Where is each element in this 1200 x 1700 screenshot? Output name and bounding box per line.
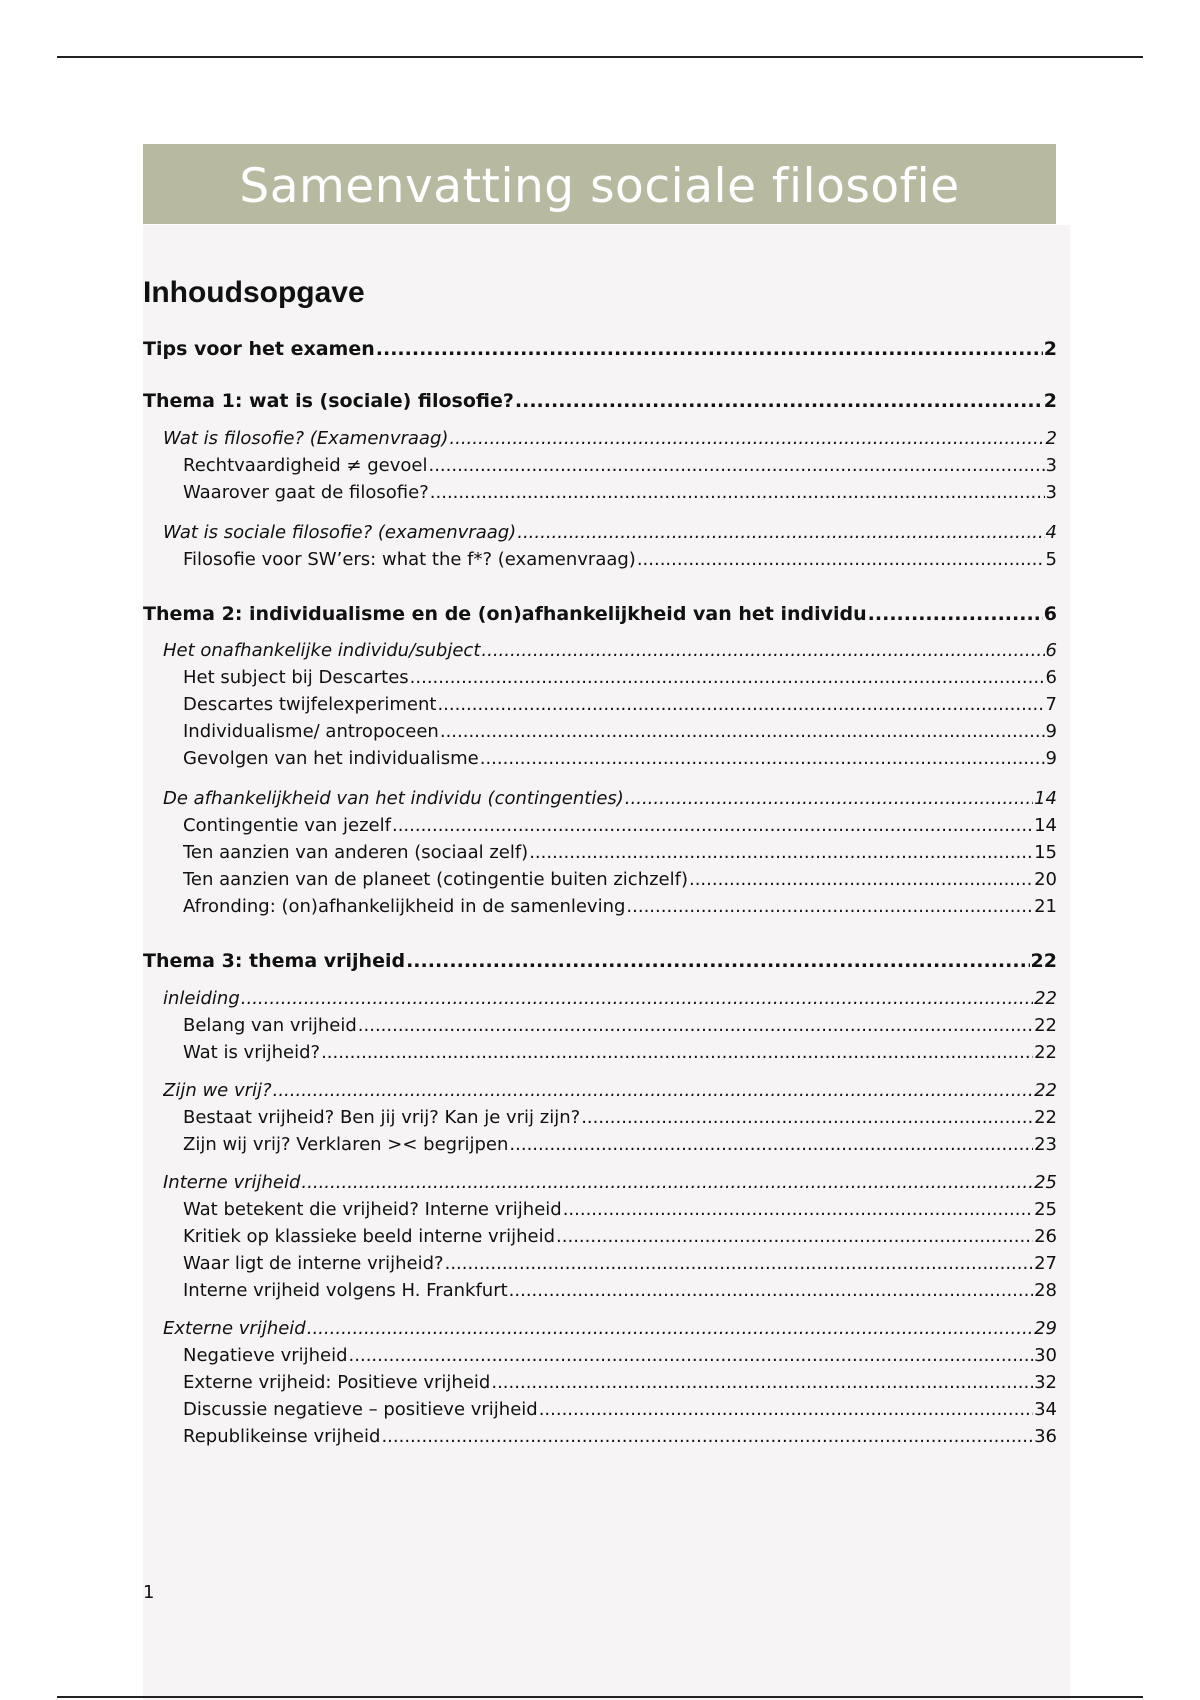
toc-leader-dots	[445, 1253, 1033, 1274]
toc-entry[interactable]	[183, 748, 1057, 769]
toc-leader-dots	[480, 748, 1045, 769]
page-number: 1	[143, 1582, 155, 1603]
toc-leader-dots	[358, 1015, 1033, 1036]
toc-entry[interactable]	[183, 1015, 1057, 1036]
toc-entry[interactable]	[183, 694, 1057, 715]
toc-entry[interactable]	[183, 549, 1057, 570]
toc-leader-dots	[539, 1399, 1033, 1420]
toc-entry-page: 30	[1034, 1345, 1057, 1366]
toc-entry[interactable]	[183, 1199, 1057, 1220]
toc-entry-page: 21	[1034, 896, 1057, 917]
toc-entry-page: 28	[1034, 1280, 1057, 1301]
toc-entry-page: 25	[1034, 1199, 1057, 1220]
toc-entry[interactable]	[163, 428, 1057, 449]
toc-entry-label: Filosofie voor SW’ers: what the f*? (examenvraag)	[183, 549, 636, 570]
toc-entry-page: 15	[1034, 842, 1057, 863]
toc-entry-label: Thema 2: individualisme en de (on)afhankelijkheid van het individu	[143, 603, 867, 625]
toc-entry[interactable]	[143, 603, 1057, 625]
toc-leader-dots	[491, 1372, 1033, 1393]
toc-entry-page: 5	[1045, 549, 1057, 570]
toc-entry[interactable]	[183, 1426, 1057, 1447]
toc-entry-label: Waar ligt de interne vrijheid?	[183, 1253, 444, 1274]
toc-leader-dots	[381, 1426, 1033, 1447]
toc-entry-label: Belang van vrijheid	[183, 1015, 357, 1036]
toc-entry-label: Zijn we vrij?	[163, 1080, 272, 1101]
toc-entry-label: Contingentie van jezelf	[183, 815, 391, 836]
toc-entry[interactable]	[163, 522, 1057, 543]
toc-entry[interactable]	[163, 1080, 1057, 1101]
toc-entry[interactable]	[183, 667, 1057, 688]
toc-entry[interactable]	[183, 721, 1057, 742]
toc-entry-label: Interne vrijheid volgens H. Frankfurt	[183, 1280, 508, 1301]
toc-entry-label: Tips voor het examen	[143, 338, 375, 360]
toc-entry-label: Externe vrijheid	[163, 1318, 306, 1339]
toc-entry[interactable]	[183, 1134, 1057, 1155]
toc-leader-dots	[637, 549, 1045, 570]
toc-entry-label: Wat is filosofie? (Examenvraag)	[163, 428, 449, 449]
toc-leader-dots	[301, 1172, 1033, 1193]
toc-entry-page: 7	[1045, 694, 1057, 715]
toc-entry-page: 6	[1043, 603, 1057, 625]
toc-leader-dots	[515, 390, 1043, 412]
toc-entry[interactable]	[143, 338, 1057, 360]
toc-entry-page: 29	[1034, 1318, 1057, 1339]
toc-entry-page: 26	[1034, 1226, 1057, 1247]
toc-entry[interactable]	[183, 869, 1057, 890]
toc-entry[interactable]	[163, 1318, 1057, 1339]
toc-leader-dots	[626, 896, 1033, 917]
toc-entry-page: 2	[1045, 428, 1057, 449]
toc-entry-label: Zijn wij vrij? Verklaren >< begrijpen	[183, 1134, 509, 1155]
toc-entry-label: Negatieve vrijheid	[183, 1345, 348, 1366]
toc-entry-label: Interne vrijheid	[163, 1172, 301, 1193]
toc-entry-label: Het subject bij Descartes	[183, 667, 409, 688]
toc-leader-dots	[321, 1042, 1033, 1063]
toc-leader-dots	[581, 1107, 1033, 1128]
toc-entry-label: Thema 1: wat is (sociale) filosofie?	[143, 390, 514, 412]
toc-leader-dots	[449, 428, 1044, 449]
toc-entry-label: Waarover gaat de filosofie?	[183, 482, 429, 503]
toc-entry-label: Individualisme/ antropoceen	[183, 721, 439, 742]
toc-entry-page: 22	[1030, 950, 1057, 972]
toc-entry-page: 6	[1045, 667, 1057, 688]
toc-entry-page: 14	[1034, 788, 1057, 809]
toc-leader-dots	[273, 1080, 1034, 1101]
toc-entry[interactable]	[183, 1372, 1057, 1393]
toc-entry-page: 27	[1034, 1253, 1057, 1274]
toc-leader-dots	[517, 522, 1044, 543]
toc-entry[interactable]	[183, 1280, 1057, 1301]
toc-entry-page: 32	[1034, 1372, 1057, 1393]
toc-entry-page: 36	[1034, 1426, 1057, 1447]
toc-entry-label: Bestaat vrijheid? Ben jij vrij? Kan je vrij zijn?	[183, 1107, 581, 1128]
toc-entry[interactable]	[183, 896, 1057, 917]
toc-leader-dots	[430, 482, 1045, 503]
toc-entry-label: Wat is vrijheid?	[183, 1042, 321, 1063]
toc-entry[interactable]	[183, 815, 1057, 836]
toc-entry-page: 6	[1045, 640, 1057, 661]
toc-entry[interactable]	[183, 1107, 1057, 1128]
toc-entry-page: 22	[1034, 1042, 1057, 1063]
toc-entry-page: 22	[1034, 1080, 1057, 1101]
toc-leader-dots	[509, 1134, 1033, 1155]
toc-entry-page: 22	[1034, 1015, 1057, 1036]
toc-entry-page: 9	[1045, 748, 1057, 769]
toc-leader-dots	[349, 1345, 1034, 1366]
toc-entry-page: 3	[1045, 482, 1057, 503]
toc-leader-dots	[376, 338, 1043, 360]
toc-leader-dots	[481, 640, 1044, 661]
toc-entry[interactable]	[183, 455, 1057, 476]
toc-heading: Inhoudsopgave	[143, 276, 365, 309]
toc-entry-page: 2	[1043, 338, 1057, 360]
toc-entry-label: Kritiek op klassieke beeld interne vrijheid	[183, 1226, 556, 1247]
toc-leader-dots	[563, 1199, 1033, 1220]
toc-entry[interactable]	[163, 988, 1057, 1009]
toc-entry-page: 2	[1043, 390, 1057, 412]
toc-entry[interactable]	[143, 390, 1057, 412]
toc-entry[interactable]	[163, 1172, 1057, 1193]
toc-entry[interactable]	[183, 482, 1057, 503]
toc-entry[interactable]	[143, 950, 1057, 972]
toc-entry-label: Ten aanzien van anderen (sociaal zelf)	[183, 842, 529, 863]
toc-entry[interactable]	[183, 1399, 1057, 1420]
toc-leader-dots	[556, 1226, 1033, 1247]
footer-rule	[57, 1696, 1143, 1698]
toc-entry-page: 25	[1034, 1172, 1057, 1193]
toc-entry-page: 34	[1034, 1399, 1057, 1420]
toc-entry-page: 4	[1045, 522, 1057, 543]
toc-entry-label: Gevolgen van het individualisme	[183, 748, 479, 769]
toc-leader-dots	[509, 1280, 1033, 1301]
toc-entry[interactable]	[183, 842, 1057, 863]
toc-entry-page: 22	[1034, 988, 1057, 1009]
toc-leader-dots	[437, 694, 1044, 715]
toc-entry-label: Thema 3: thema vrijheid	[143, 950, 406, 972]
toc-leader-dots	[689, 869, 1033, 890]
toc-leader-dots	[868, 603, 1043, 625]
toc-entry[interactable]	[183, 1253, 1057, 1274]
toc-entry[interactable]	[183, 1226, 1057, 1247]
toc-entry-label: Wat is sociale filosofie? (examenvraag)	[163, 522, 517, 543]
toc-leader-dots	[440, 721, 1045, 742]
toc-entry-page: 22	[1034, 1107, 1057, 1128]
toc-entry-page: 23	[1034, 1134, 1057, 1155]
toc-leader-dots	[428, 455, 1044, 476]
toc-entry-label: Descartes twijfelexperiment	[183, 694, 437, 715]
toc-leader-dots	[625, 788, 1033, 809]
toc-entry-label: Afronding: (on)afhankelijkheid in de samenleving	[183, 896, 626, 917]
toc-entry-label: Rechtvaardigheid ≠ gevoel	[183, 455, 428, 476]
toc-entry-label: Ten aanzien van de planeet (cotingentie buiten zichzelf)	[183, 869, 688, 890]
toc-entry-page: 14	[1034, 815, 1057, 836]
toc-entry-label: Wat betekent die vrijheid? Interne vrijheid	[183, 1199, 562, 1220]
toc-entry[interactable]	[163, 788, 1057, 809]
title-banner	[143, 144, 1056, 224]
toc-leader-dots	[406, 950, 1029, 972]
document-title: Samenvatting sociale filosofie	[239, 158, 960, 214]
toc-entry-page: 20	[1034, 869, 1057, 890]
toc-entry-label: Discussie negatieve – positieve vrijheid	[183, 1399, 538, 1420]
toc-entry-label: inleiding	[163, 988, 240, 1009]
toc-entry-label: Het onafhankelijke individu/subject	[163, 640, 481, 661]
header-rule	[57, 56, 1143, 58]
toc-entry-page: 9	[1045, 721, 1057, 742]
toc-leader-dots	[392, 815, 1033, 836]
toc-entry[interactable]	[163, 640, 1057, 661]
toc-entry-label: Republikeinse vrijheid	[183, 1426, 381, 1447]
toc-entry-label: De afhankelijkheid van het individu (contingenties)	[163, 788, 624, 809]
toc-leader-dots	[241, 988, 1033, 1009]
toc-entry-page: 3	[1045, 455, 1057, 476]
toc-entry[interactable]	[183, 1345, 1057, 1366]
toc-leader-dots	[529, 842, 1033, 863]
toc-leader-dots	[307, 1318, 1033, 1339]
toc-entry-label: Externe vrijheid: Positieve vrijheid	[183, 1372, 491, 1393]
toc-leader-dots	[410, 667, 1045, 688]
toc-entry[interactable]	[183, 1042, 1057, 1063]
